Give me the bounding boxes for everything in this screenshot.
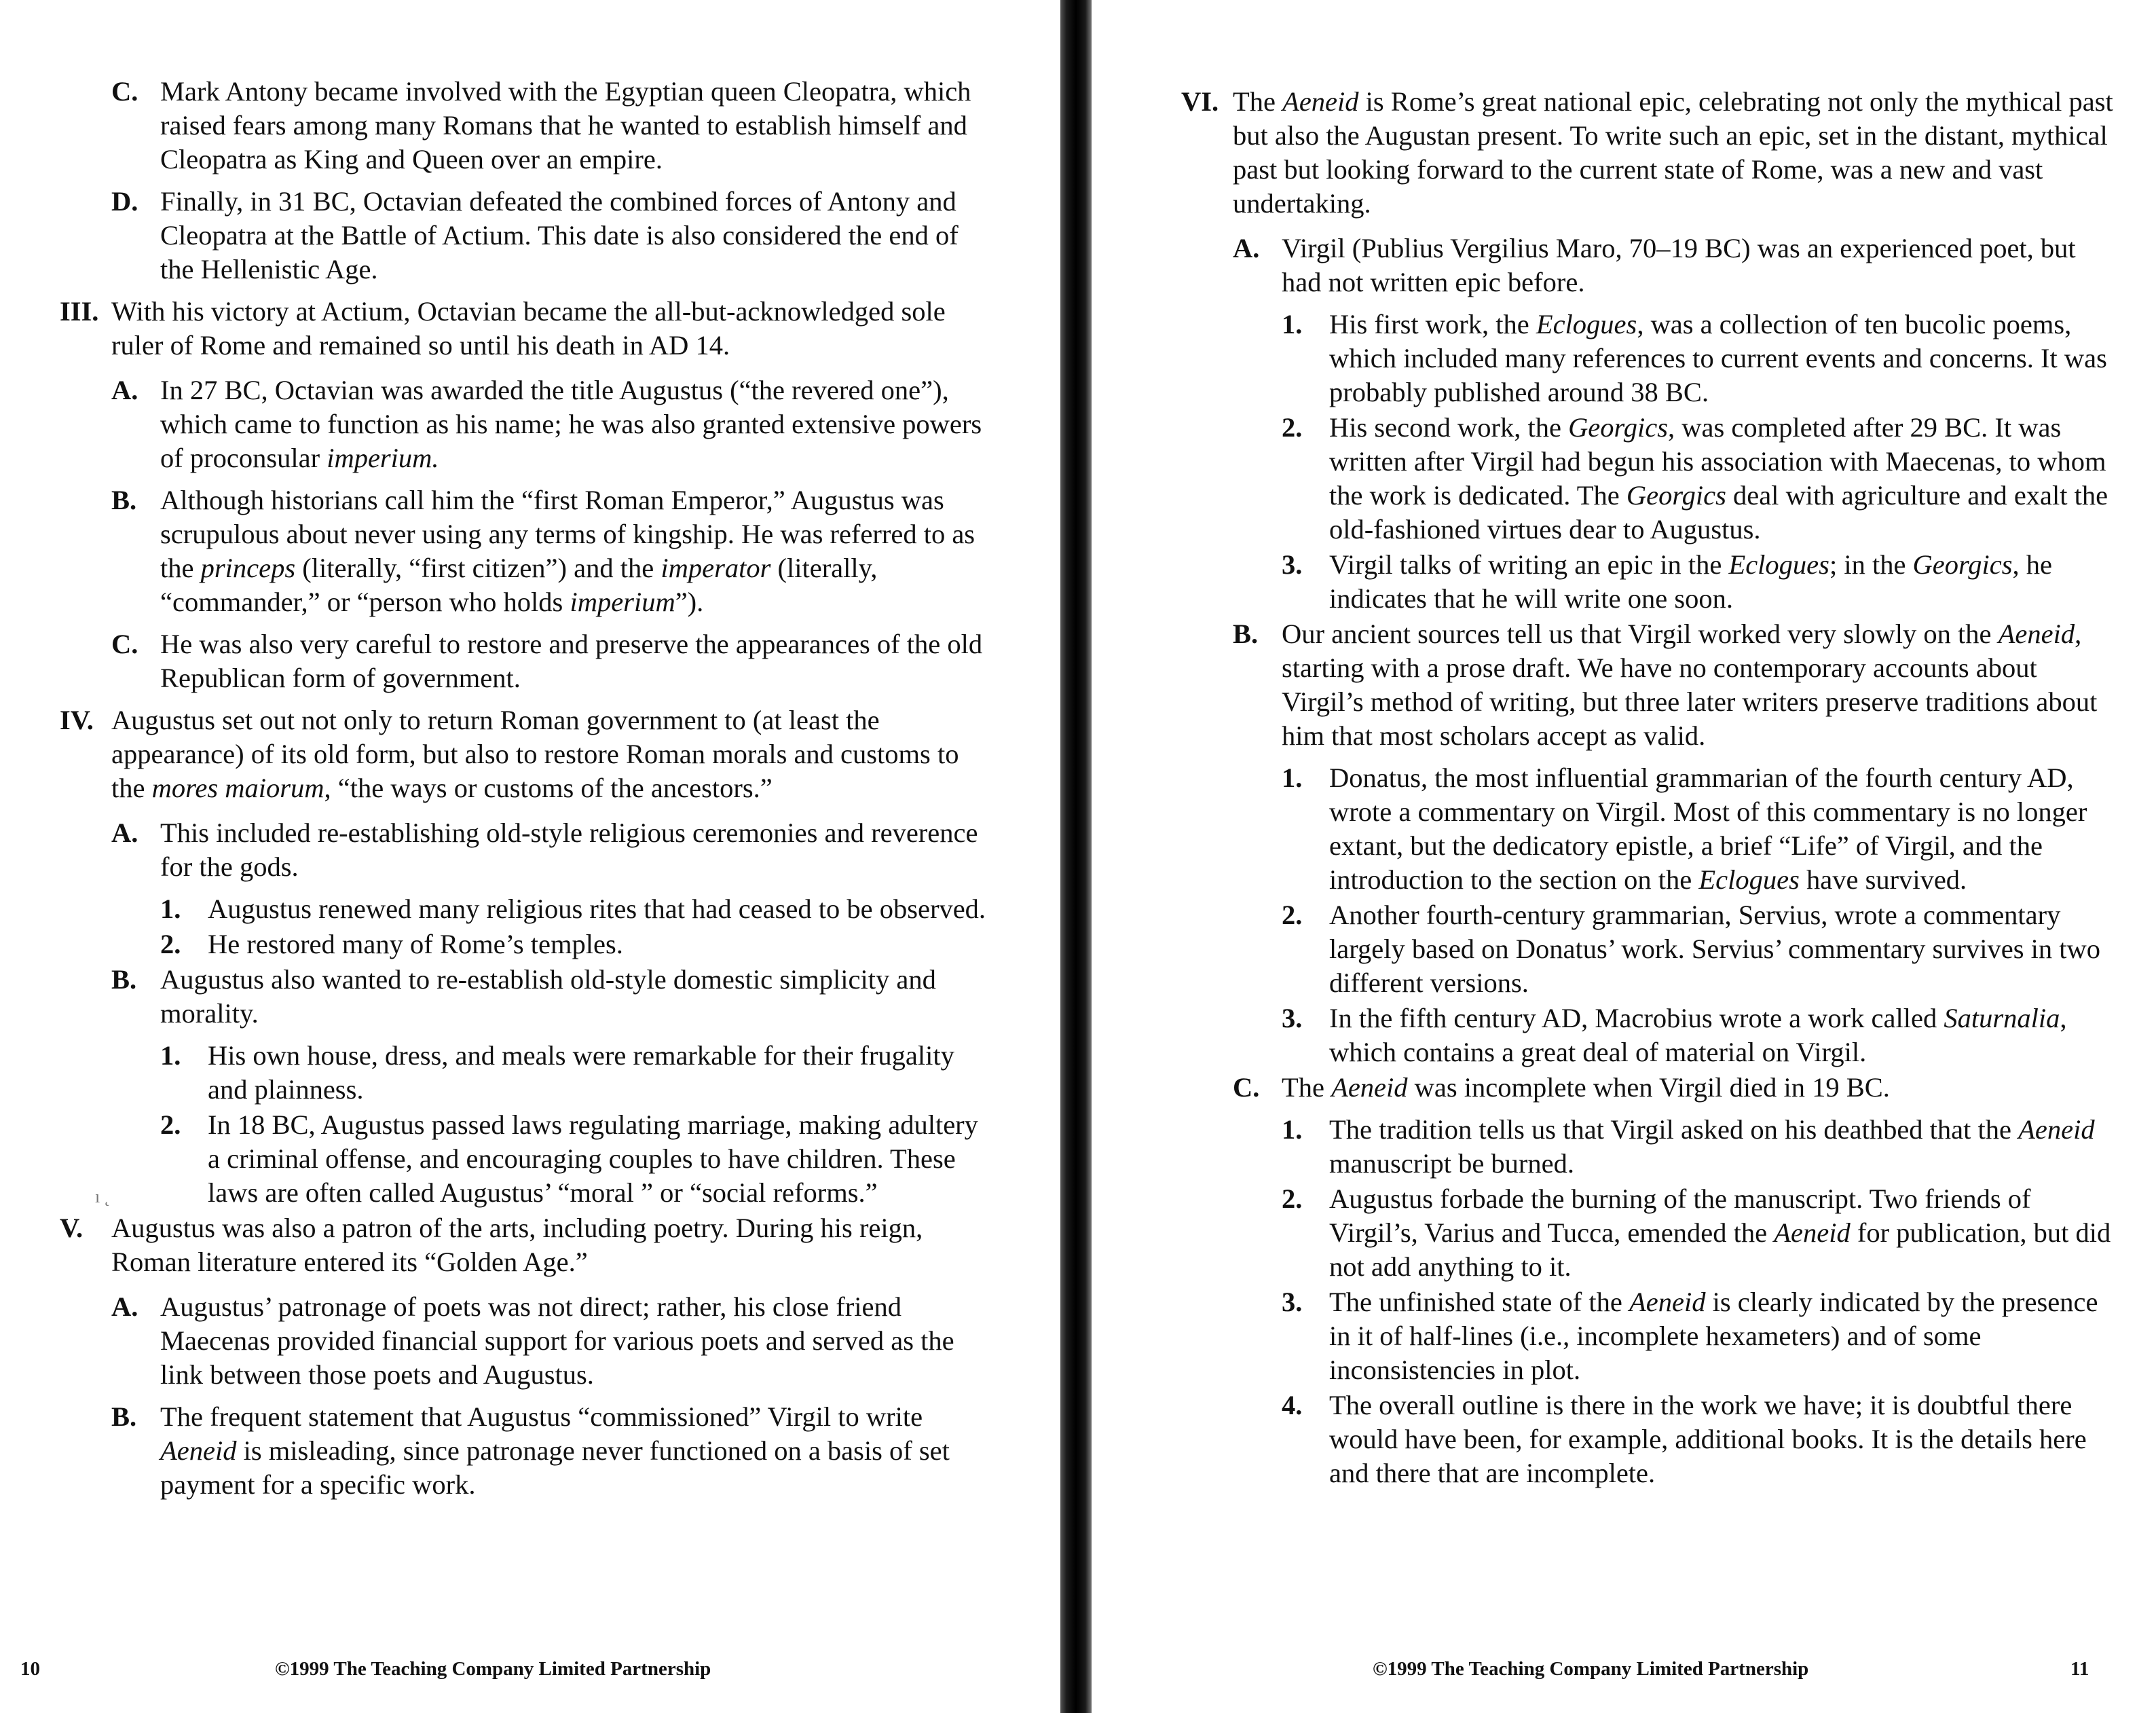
outline-text: This included re-establishing old-style religious ceremonies and reverence for the gods. [160, 817, 978, 882]
left-outline [60, 75, 990, 1510]
outline-item [1282, 1001, 2118, 1069]
outline-item [1282, 1388, 2118, 1490]
outline-text: Augustus’ patronage of poets was not direct; rather, his close friend Maecenas provided financial support for various poets and served as the link between those poets and Augustus. [160, 1291, 954, 1390]
outline-marker: B. [111, 1401, 137, 1432]
outline-text: In 27 BC, Octavian was awarded the title Augustus (“the revered one”), which came to function as his name; he was also granted extensive powers of proconsular imperium. [160, 375, 982, 473]
outline-text: Augustus set out not only to return Roman government to (at least the appearance) of its old form, but also to restore Roman morals and customs to the mores maiorum, “the ways or customs of the ancestors.” [111, 705, 959, 803]
outline-text: He restored many of Rome’s temples. [208, 929, 623, 959]
outline-item [111, 627, 990, 695]
outline-marker: V. [60, 1213, 83, 1243]
outline-text: The tradition tells us that Virgil asked on his deathbed that the Aeneid manuscript be burned. [1329, 1114, 2095, 1179]
outline-marker: B. [111, 485, 137, 515]
outline-text: In 18 BC, Augustus passed laws regulating marriage, making adultery a criminal offense, and encouraging couples to have children. These laws are often called Augustus’ “moral ” or “social reforms.” [208, 1109, 978, 1208]
outline-text: His first work, the Eclogues, was a collection of ten bucolic poems, which included many references to current events and concerns. It was probably published around 38 BC. [1329, 309, 2107, 407]
outline-text: Augustus was also a patron of the arts, including poetry. During his reign, Roman literature entered its “Golden Age.” [111, 1213, 923, 1277]
outline-marker: A. [111, 817, 138, 848]
outline-marker: C. [111, 76, 138, 107]
outline-item [60, 1211, 990, 1279]
outline-item [111, 1290, 990, 1392]
outline-marker: 4. [1282, 1390, 1303, 1420]
outline-text: The unfinished state of the Aeneid is clearly indicated by the presence in it of half-lines (i.e., incomplete hexameters) and of some inconsistencies in plot. [1329, 1287, 2098, 1385]
outline-item [111, 483, 990, 619]
outline-marker: A. [111, 375, 138, 405]
outline-text: Augustus renewed many religious rites that had ceased to be observed. [208, 894, 986, 924]
outline-text: Another fourth-century grammarian, Servius, wrote a commentary largely based on Donatus’ work. Servius’ commentary survives in two different versions. [1329, 900, 2101, 998]
outline-item [1233, 1071, 2118, 1105]
outline-item [1233, 232, 2118, 299]
outline-marker: 2. [1282, 1183, 1303, 1214]
outline-item [1233, 617, 2118, 753]
outline-text: His own house, dress, and meals were remarkable for their frugality and plainness. [208, 1040, 954, 1105]
outline-item [111, 75, 990, 177]
outline-text: The Aeneid is Rome’s great national epic, celebrating not only the mythical past but also the Augustan present. To write such an epic, set in the distant, mythical past but looking forward to the current state of Rome, was a new and vast undertaking. [1233, 86, 2113, 219]
left-page [0, 0, 1059, 1713]
outline-item [1282, 1182, 2118, 1284]
outline-marker: VI. [1181, 86, 1219, 117]
outline-marker: B. [111, 964, 137, 995]
outline-marker: A. [1233, 233, 1260, 263]
outline-marker: 3. [1282, 1003, 1303, 1033]
outline-text: Donatus, the most influential grammarian of the fourth century AD, wrote a commentary on Virgil. Most of this commentary is no longer extant, but the dedicatory epistle, a brief “Life” of Virgil, and the introduction to the section on the Eclogues have survived. [1329, 762, 2087, 895]
outline-item [1282, 1113, 2118, 1181]
outline-text: His second work, the Georgics, was completed after 29 BC. It was written after Virgil had begun his association with Maecenas, to whom the work is dedicated. The Georgics deal with agriculture and exalt the old-fashioned virtues dear to Augustus. [1329, 412, 2108, 545]
outline-text: The overall outline is there in the work we have; it is doubtful there would have been, for example, additional books. It is the details here and there that are incomplete. [1329, 1390, 2087, 1488]
outline-marker: 2. [1282, 412, 1303, 443]
outline-marker: 2. [160, 1109, 181, 1140]
outline-text: Although historians call him the “first Roman Emperor,” Augustus was scrupulous about never using any terms of kingship. He was referred to as the princeps (literally, “first citizen”) and the imperator (literally, “commander,” or “person who holds imperium”). [160, 485, 975, 617]
outline-text: Our ancient sources tell us that Virgil worked very slowly on the Aeneid, starting with a prose draft. We have no contemporary accounts about Virgil’s method of writing, but three later writers preserve traditions about him that most scholars accept as valid. [1282, 619, 2098, 751]
outline-marker: A. [111, 1291, 138, 1322]
outline-marker: 1. [1282, 1114, 1303, 1145]
outline-item [1181, 85, 2118, 221]
outline-marker: 1. [1282, 762, 1303, 793]
outline-item [1282, 898, 2118, 1000]
outline-text: With his victory at Actium, Octavian became the all-but-acknowledged sole ruler of Rome and remained so until his death in AD 14. [111, 296, 946, 361]
outline-item [1282, 411, 2118, 547]
outline-item [160, 1039, 990, 1107]
stray-mark: ı ˛ [95, 1187, 111, 1207]
outline-item [111, 185, 990, 287]
outline-marker: 1. [160, 1040, 181, 1071]
outline-item [1282, 761, 2118, 897]
outline-item [1282, 308, 2118, 409]
outline-item [111, 816, 990, 884]
copyright-footer-right: ©1999 The Teaching Company Limited Partnership [1373, 1658, 1809, 1680]
right-page [1097, 0, 2156, 1713]
outline-marker: B. [1233, 619, 1259, 649]
outline-marker: 3. [1282, 549, 1303, 580]
outline-marker: C. [111, 629, 138, 659]
right-outline [1181, 85, 2118, 1492]
outline-text: Finally, in 31 BC, Octavian defeated the combined forces of Antony and Cleopatra at the Battle of Actium. This date is also considered the end of the Hellenistic Age. [160, 186, 959, 284]
outline-marker: C. [1233, 1072, 1260, 1103]
outline-marker: 2. [160, 929, 181, 959]
copyright-footer-left: ©1999 The Teaching Company Limited Partnership [275, 1658, 711, 1680]
outline-text: Virgil talks of writing an epic in the Eclogues; in the Georgics, he indicates that he will write one soon. [1329, 549, 2053, 614]
outline-item [111, 373, 990, 475]
outline-text: The Aeneid was incomplete when Virgil died in 19 BC. [1282, 1072, 1890, 1103]
outline-item [160, 927, 990, 961]
outline-item [1282, 548, 2118, 616]
outline-item [160, 1108, 990, 1210]
page-number-left: 10 [20, 1658, 40, 1680]
outline-text: Virgil (Publius Vergilius Maro, 70–19 BC) was an experienced poet, but had not written epic before. [1282, 233, 2076, 297]
outline-item [160, 892, 990, 926]
outline-item [111, 1400, 990, 1502]
outline-item [1282, 1285, 2118, 1387]
outline-text: Mark Antony became involved with the Egyptian queen Cleopatra, which raised fears among many Romans that he wanted to establish himself and Cleopatra as King and Queen over an empire. [160, 76, 971, 174]
outline-marker: 1. [160, 894, 181, 924]
outline-marker: 3. [1282, 1287, 1303, 1317]
outline-marker: 2. [1282, 900, 1303, 930]
outline-text: The frequent statement that Augustus “commissioned” Virgil to write Aeneid is misleading, since patronage never functioned on a basis of set payment for a specific work. [160, 1401, 950, 1500]
outline-marker: 1. [1282, 309, 1303, 339]
outline-text: He was also very careful to restore and preserve the appearances of the old Republican form of government. [160, 629, 983, 693]
outline-text: Augustus also wanted to re-establish old-style domestic simplicity and morality. [160, 964, 936, 1029]
outline-marker: IV. [60, 705, 94, 735]
outline-marker: III. [60, 296, 99, 327]
book-spine [1060, 0, 1092, 1713]
page-number-right: 11 [2070, 1658, 2089, 1680]
outline-item [111, 963, 990, 1031]
outline-marker: D. [111, 186, 138, 217]
outline-text: In the fifth century AD, Macrobius wrote a work called Saturnalia, which contains a great deal of material on Virgil. [1329, 1003, 2067, 1067]
outline-text: Augustus forbade the burning of the manuscript. Two friends of Virgil’s, Varius and Tucca, emended the Aeneid for publication, but did not add anything to it. [1329, 1183, 2111, 1282]
outline-item [60, 703, 990, 805]
outline-item [60, 295, 990, 363]
